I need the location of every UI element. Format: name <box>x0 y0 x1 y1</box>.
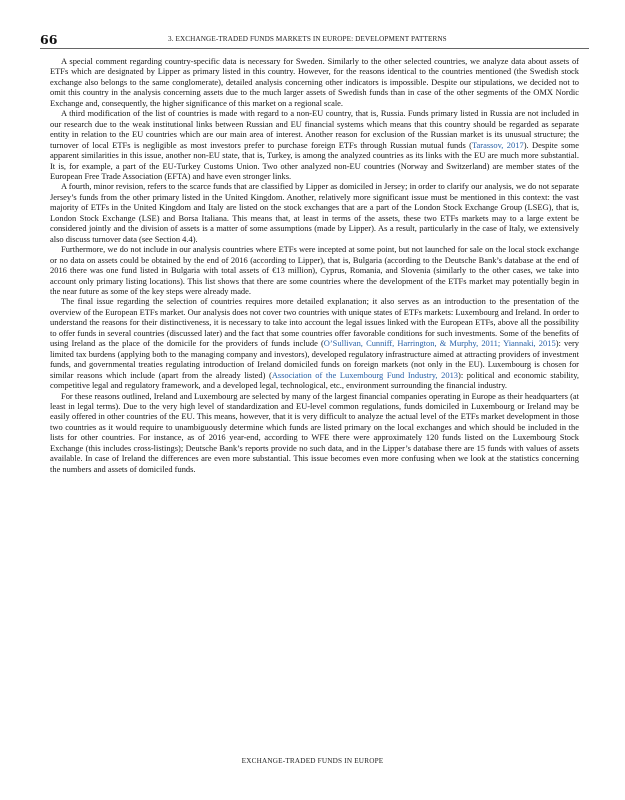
body-paragraph <box>50 108 579 181</box>
page-footer: EXCHANGE-TRADED FUNDS IN EUROPE <box>241 757 384 765</box>
paragraph-text: A special comment regarding country-specific data is necessary for Sweden. Similarly to the other selected countries, we analyze data about assets of ETFs which are designated by Lipper as primary listed in this country. However, for the reasons identical to the countries mentioned (the Swedish stock exchange also belongs to the same conglomerate), detailed analysis concerning other indicators is impossible. Despite our stipulations, we decided not to omit this country in the analysis concerning assets due to the much larger assets of Swedish funds than in case of the other segments of the OMX Nordic Exchange and, consequently, the higher significance of this market on a regional scale. <box>50 56 579 108</box>
citation-link[interactable]: Tarassov, 2017 <box>471 139 524 150</box>
body-paragraph <box>50 56 579 108</box>
header-rule <box>40 48 589 49</box>
paragraph-text: ): very limited tax burdens (applying both to the managing company and investors), developed regulatory infrastructure aimed at attracting providers of investment funds, and governmental treaties regulating introduction of Ireland domiciled funds on foreign markets (not only in the EU). Luxembourg is chosen for similar reasons which include (apart from the already listed) ( <box>50 338 579 380</box>
paragraph-text: The final issue regarding the selection of countries requires more detailed explanation; it also serves as an introduction to the presentation of the overview of the European ETFs market. Our analysis does not cover two countries with unique states of ETFs markets: Luxembourg and Ireland. In order to understand the reasons for their distinctiveness, it is necessary to take into account the legal issues linked with the European ETFs, above all the possibility to offer funds in several countries (discussed later) and the fact that some countries offer favorable conditions for such investments. Some of the benefits of using Ireland as the place of the domicile for the providers of funds include ( <box>50 296 579 349</box>
paragraph-text: For these reasons outlined, Ireland and Luxembourg are selected by many of the largest financial companies operating in Europe as their headquarters (at least in legal terms). Due to the very high level of standardization and EU-level common regulations, funds domiciled in Luxembourg or Ireland may be easily offered in other countries of the EU. This means, however, that it is very difficult to analyze the actual level of the ETFs market development in those two countries as it would require to unambiguously determine which funds are listed primary on the local exchanges and which should be included in the lists for other countries. For instance, as of 2016 year-end, according to WFE there were approximately 120 funds listed on the Luxembourg Stock Exchange (this includes cross-listings); Deutsche Bank’s reports provide no such data, and in the Lipper’s database there are 15 funds with values of assets available. In case of Ireland the differences are even more substantial. This issue becomes even more confusing when we look at the statistics concerning the numbers and assets of domiciled funds. <box>50 390 579 474</box>
body-paragraph <box>50 181 579 244</box>
paragraph-text: ). Despite some apparent similarities in this issue, another non-EU state, that is, Turkey, is among the analyzed countries as its links with the EU are much more substantial. It is, for example, a part of the EU-Turkey Customs Union. Two other analyzed non-EU countries (Norway and Switzerland) are member states of the European Free Trade Association (EFTA) and have even stronger links. <box>50 139 579 181</box>
paragraph-text: Furthermore, we do not include in our analysis countries where ETFs were incepted at some point, but not launched for sale on the local stock exchange or no data on assets could be obtained by the end of 2016 (according to Lipper), that is, Bulgaria (according to the Deutsche Bank’s database at the end of 2016 there was one fund listed in Bulgaria with total assets of €13 million), Cyprus, Romania, and Slovenia (similarly to the other cases, we take into account only primary listing locations). This list shows that there are some countries where the development of the ETFs market may potentially begin in the near future as some of the key steps were already made. <box>50 244 579 296</box>
body-paragraph <box>50 391 579 475</box>
running-head: 3. EXCHANGE-TRADED FUNDS MARKETS IN EUROPE: DEVELOPMENT PATTERNS <box>168 35 447 43</box>
paragraph-text: ): political and economic stability, competitive legal and regulatory framework, and a developed legal, technological, etc., environment surrounding the financial industry. <box>50 369 580 391</box>
body-paragraph <box>50 296 579 390</box>
citation-link[interactable]: Association of the Luxembourg Fund Industry, 2013 <box>271 369 459 380</box>
page-number: 66 <box>40 32 58 47</box>
paragraph-text: A fourth, minor revision, refers to the scarce funds that are classified by Lipper as domiciled in Jersey; in order to clarify our analysis, we do not separate Jersey’s funds from the other primary listed in the United Kingdom. Another, relatively more significant issue must be mentioned in this context: the vast majority of ETFs in the United Kingdom and Italy are listed on the stock exchanges that are a part of the London Stock Exchange Group (LSEG), that is, London Stock Exchange (LSE) and Borsa Italiana. This means that, at least in terms of the assets, these two ETFs markets may to a large extent be considered jointly and the division of assets is a matter of some assumptions (made by Lipper). As a result, particularly in the case of Italy, we extensively also discuss turnover data (see Section 4.4). <box>50 181 579 244</box>
body-text <box>50 56 579 474</box>
paragraph-text: A third modification of the list of countries is made with regard to a non-EU country, that is, Russia. Funds primary listed in Russia are not included in our research due to the weak institutional links between Russian and EU financial systems which means that this country should be regarded as separate entity in relation to the EU countries which are our main area of interest. Another reason for exclusion of the Russian market is its unusual structure; the turnover of local ETFs is negligible as most investors prefer to purchase foreign ETFs through Russian mutual funds ( <box>50 108 579 150</box>
body-paragraph <box>50 244 579 296</box>
citation-link[interactable]: O’Sullivan, Cunniff, Harrington, & Murphy, 2011; Yiannaki, 2015 <box>323 338 556 349</box>
